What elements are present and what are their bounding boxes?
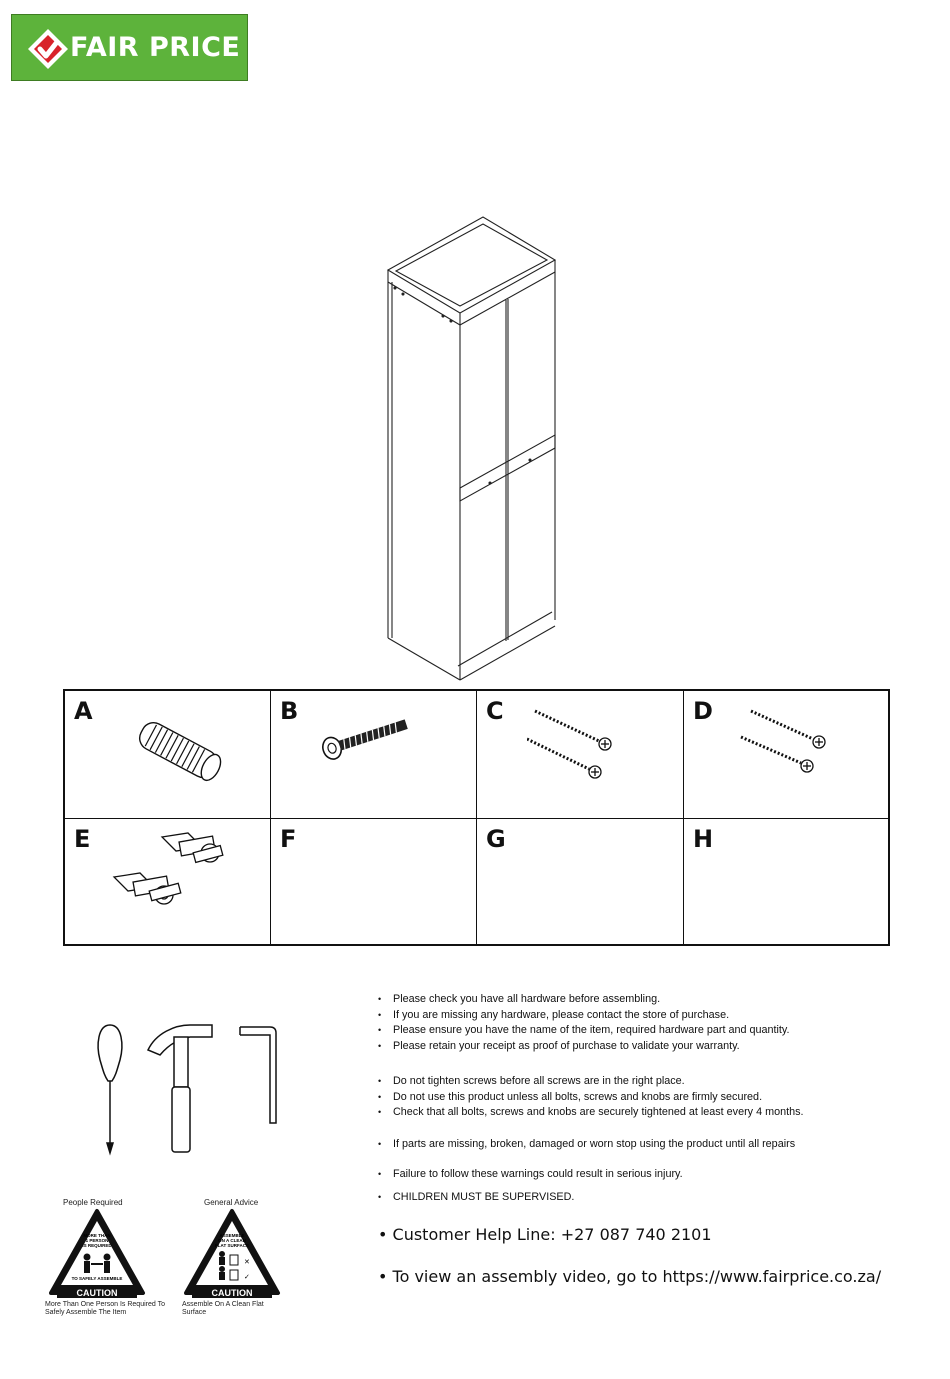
svg-text:IS REQUIRED: IS REQUIRED	[82, 1243, 112, 1248]
assembly-video-link[interactable]: • To view an assembly video, go to https://www.fairprice.co.za/	[378, 1267, 882, 1286]
svg-text:✓: ✓	[244, 1273, 250, 1281]
notes-repairs	[378, 1137, 938, 1153]
notes-hardware-check	[378, 992, 938, 1054]
caution-triangle-icon	[182, 1207, 282, 1301]
svg-text:CAUTION: CAUTION	[211, 1288, 253, 1298]
tools-illustration	[90, 1015, 290, 1160]
svg-text:TO SAFELY ASSEMBLE: TO SAFELY ASSEMBLE	[71, 1276, 123, 1281]
hardware-cell-b	[271, 691, 477, 819]
screws-icon	[739, 705, 839, 785]
notes-children	[378, 1190, 938, 1206]
hardware-letter: B	[280, 697, 299, 725]
hinges-icon	[110, 829, 245, 914]
caution-sign-general-advice	[182, 1198, 312, 1317]
sign-title: General Advice	[204, 1198, 259, 1207]
checkmark-diamond-icon	[26, 27, 70, 71]
brand-logo	[11, 14, 248, 81]
svg-text:CAUTION: CAUTION	[76, 1288, 118, 1298]
cabinet-illustration	[380, 210, 570, 685]
hardware-table	[63, 689, 890, 946]
hardware-letter: H	[693, 825, 714, 853]
sign-title: People Required	[63, 1198, 123, 1207]
cam-bolt-icon	[311, 703, 421, 763]
dowel-icon	[125, 711, 235, 791]
hardware-cell-c	[477, 691, 684, 819]
hardware-cell-h	[684, 819, 890, 946]
hardware-cell-g	[477, 819, 684, 946]
svg-text:✕: ✕	[244, 1258, 250, 1266]
notes-tightening	[378, 1074, 938, 1121]
hardware-letter: D	[693, 697, 713, 725]
hammer-icon	[148, 1025, 212, 1152]
notes-warning	[378, 1167, 938, 1183]
svg-text:FLAT SURFACE: FLAT SURFACE	[215, 1243, 249, 1248]
screws-icon	[527, 703, 627, 783]
svg-text:ON A CLEAN: ON A CLEAN	[218, 1238, 246, 1243]
note-item: • Please ensure you have the name of the item, required hardware part and quantity.	[378, 1023, 938, 1039]
sign-caption: More Than One Person Is Required To Safely Assemble The Item	[45, 1301, 165, 1316]
screwdriver-icon	[98, 1025, 122, 1153]
svg-text:ASSEMBLE: ASSEMBLE	[219, 1233, 245, 1238]
note-item: • Please retain your receipt as proof of purchase to validate your warranty.	[378, 1039, 938, 1055]
note-item: • Do not tighten screws before all screws are in the right place.	[378, 1074, 938, 1090]
brand-name: FAIR PRICE	[70, 32, 241, 63]
hardware-letter: F	[280, 825, 297, 853]
customer-help-line: • Customer Help Line: +27 087 740 2101	[378, 1225, 712, 1244]
note-item: • If you are missing any hardware, please contact the store of purchase.	[378, 1008, 938, 1024]
hardware-letter: G	[486, 825, 506, 853]
caution-sign-people-required	[45, 1198, 175, 1317]
note-item: • Check that all bolts, screws and knobs are securely tightened at least every 4 months.	[378, 1105, 938, 1121]
hardware-cell-e	[65, 819, 271, 946]
hardware-letter: E	[74, 825, 91, 853]
note-item: • CHILDREN MUST BE SUPERVISED.	[378, 1190, 938, 1206]
allen-key-icon	[240, 1027, 276, 1123]
hardware-letter: C	[486, 697, 504, 725]
note-item: • If parts are missing, broken, damaged or worn stop using the product until all repairs	[378, 1137, 938, 1153]
hardware-cell-d	[684, 691, 890, 819]
sign-caption: Assemble On A Clean Flat Surface	[182, 1301, 264, 1316]
note-item: • Please check you have all hardware before assembling.	[378, 992, 938, 1008]
svg-text:MORE THAN: MORE THAN	[83, 1233, 111, 1238]
hardware-cell-a	[65, 691, 271, 819]
note-item: • Do not use this product unless all bolts, screws and knobs are firmly secured.	[378, 1090, 938, 1106]
hardware-cell-f	[271, 819, 477, 946]
svg-text:1 PERSON: 1 PERSON	[85, 1238, 109, 1243]
caution-triangle-icon	[47, 1207, 147, 1301]
hardware-letter: A	[74, 697, 93, 725]
note-item: • Failure to follow these warnings could result in serious injury.	[378, 1167, 938, 1183]
